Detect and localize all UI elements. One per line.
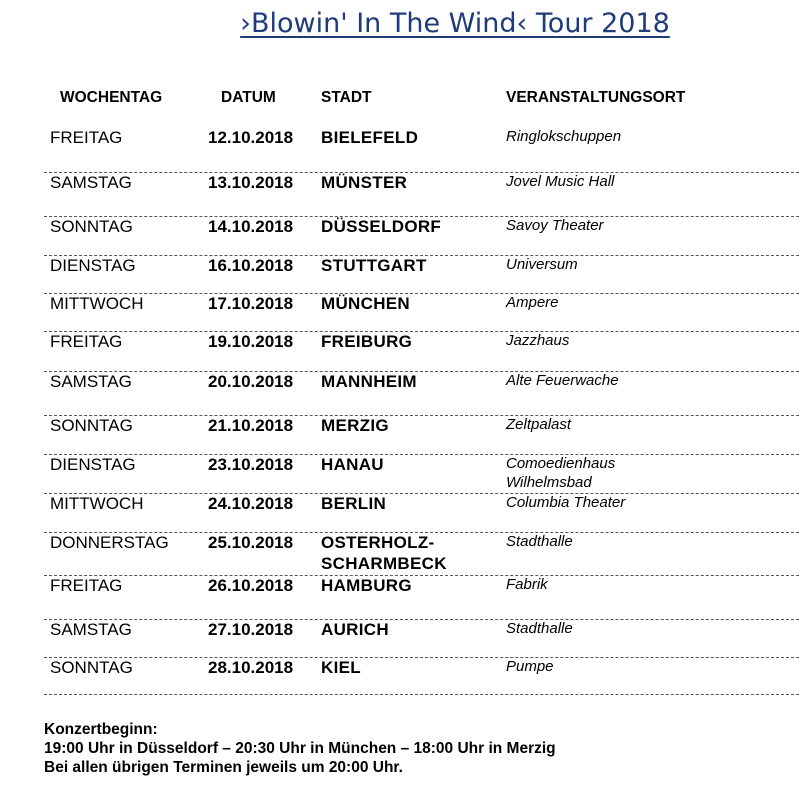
city-cell: AURICH <box>321 620 389 639</box>
weekday-cell: SONNTAG <box>50 658 133 677</box>
table-row <box>44 331 800 372</box>
weekday-cell: SAMSTAG <box>50 372 132 391</box>
table-row <box>44 493 800 533</box>
table-row <box>44 532 800 576</box>
weekday-cell: FREITAG <box>50 332 123 351</box>
weekday-cell: SAMSTAG <box>50 173 132 192</box>
table-row <box>44 371 800 416</box>
table-row <box>44 454 800 494</box>
page-title: ›Blowin' In The Wind‹ Tour 2018 <box>240 8 670 39</box>
venue-cell: Pumpe <box>506 658 554 675</box>
weekday-cell: DONNERSTAG <box>50 533 169 552</box>
table-row <box>44 657 800 695</box>
date-cell: 19.10.2018 <box>208 332 294 351</box>
city-cell: OSTERHOLZ-SCHARMBECK <box>321 533 447 573</box>
date-cell: 28.10.2018 <box>208 658 294 677</box>
footer-heading: Konzertbeginn: <box>44 721 158 738</box>
date-cell: 12.10.2018 <box>208 128 294 147</box>
date-cell: 26.10.2018 <box>208 576 294 595</box>
city-cell: MÜNSTER <box>321 173 408 192</box>
venue-cell: Stadthalle <box>506 533 573 550</box>
date-cell: 14.10.2018 <box>208 217 294 236</box>
date-cell: 13.10.2018 <box>208 173 294 192</box>
header-weekday: WOCHENTAG <box>60 89 163 106</box>
date-cell: 23.10.2018 <box>208 455 294 474</box>
venue-cell: Stadthalle <box>506 620 573 637</box>
weekday-cell: MITTWOCH <box>50 494 144 513</box>
weekday-cell: MITTWOCH <box>50 294 144 313</box>
header-date: DATUM <box>221 89 276 106</box>
table-row <box>44 216 800 256</box>
weekday-cell: DIENSTAG <box>50 256 136 275</box>
date-cell: 17.10.2018 <box>208 294 294 313</box>
venue-cell: Universum <box>506 256 578 273</box>
table-row <box>44 127 800 173</box>
city-cell: HANAU <box>321 455 384 474</box>
venue-cell: Fabrik <box>506 576 548 593</box>
city-cell: KIEL <box>321 658 361 677</box>
table-row <box>44 293 800 332</box>
city-cell: STUTTGART <box>321 256 427 275</box>
weekday-cell: SONNTAG <box>50 416 133 435</box>
venue-cell: Ringlokschuppen <box>506 128 622 145</box>
footer-line-2: Bei allen übrigen Terminen jeweils um 20:00 Uhr. <box>44 759 403 776</box>
city-cell: FREIBURG <box>321 332 413 351</box>
date-cell: 20.10.2018 <box>208 372 294 391</box>
header-venue: VERANSTALTUNGSORT <box>506 89 686 106</box>
table-row <box>44 619 800 658</box>
weekday-cell: DIENSTAG <box>50 455 136 474</box>
venue-cell: Columbia Theater <box>506 494 626 511</box>
date-cell: 16.10.2018 <box>208 256 294 275</box>
city-cell: BERLIN <box>321 494 387 513</box>
city-cell: HAMBURG <box>321 576 412 595</box>
city-cell: BIELEFELD <box>321 128 419 147</box>
venue-cell: Zeltpalast <box>506 416 572 433</box>
weekday-cell: FREITAG <box>50 128 123 147</box>
weekday-cell: SONNTAG <box>50 217 133 236</box>
table-row <box>44 415 800 455</box>
venue-cell: Jazzhaus <box>506 332 570 349</box>
table-row <box>44 172 800 217</box>
city-cell: DÜSSELDORF <box>321 217 442 236</box>
city-cell: MERZIG <box>321 416 389 435</box>
header-city: STADT <box>321 89 372 106</box>
venue-cell: Comoedienhaus Wilhelmsbad <box>506 455 616 491</box>
concert-start-info <box>44 720 556 777</box>
venue-cell: Savoy Theater <box>506 217 604 234</box>
city-cell: MANNHEIM <box>321 372 417 391</box>
footer-line-1: 19:00 Uhr in Düsseldorf – 20:30 Uhr in München – 18:00 Uhr in Merzig <box>44 740 556 757</box>
venue-cell: Jovel Music Hall <box>506 173 615 190</box>
date-cell: 24.10.2018 <box>208 494 294 513</box>
table-row <box>44 255 800 294</box>
venue-cell: Alte Feuerwache <box>506 372 619 389</box>
date-cell: 25.10.2018 <box>208 533 294 552</box>
city-cell: MÜNCHEN <box>321 294 410 313</box>
weekday-cell: FREITAG <box>50 576 123 595</box>
weekday-cell: SAMSTAG <box>50 620 132 639</box>
date-cell: 27.10.2018 <box>208 620 294 639</box>
date-cell: 21.10.2018 <box>208 416 294 435</box>
table-row <box>44 575 800 620</box>
venue-cell: Ampere <box>506 294 559 311</box>
